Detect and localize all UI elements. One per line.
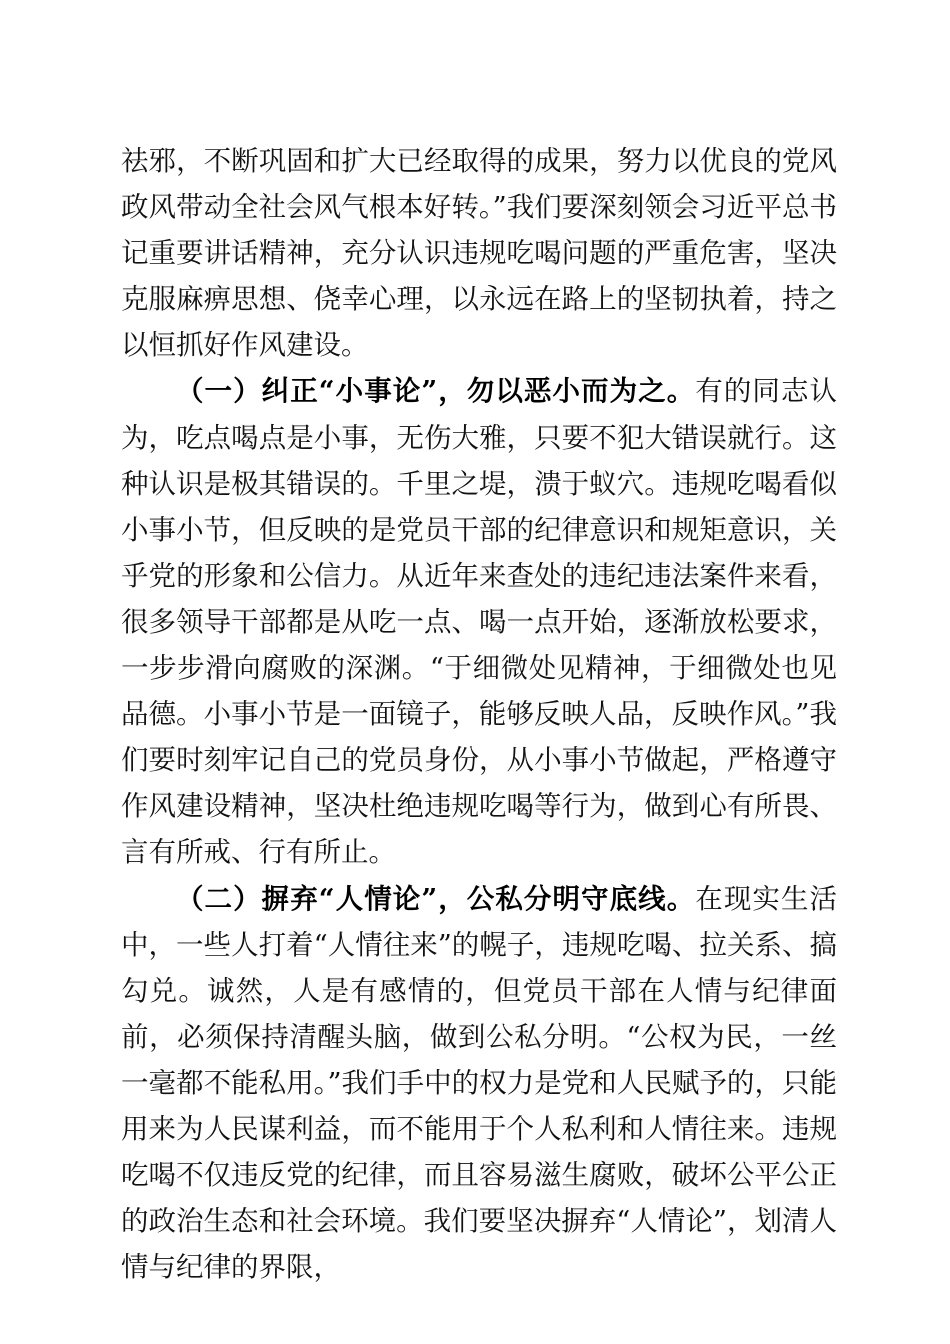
section-two-heading: （二）摒弃“人情论”，公私分明守底线。 <box>176 882 696 915</box>
paragraph-text: 在现实生活中，一些人打着“人情往来”的幌子，违规吃喝、拉关系、搞勾兑。诚然，人是有感情的，但党员干部在人情与纪律面前，必须保持清醒头脑，做到公私分明。“公权为民，一丝一毫都不能私用。”我们手中的权力是党和人民赋予的，只能用来为人民谋利益，而不能用于个人私利和人情往来。违规吃喝不仅违反党的纪律，而且容易滋生腐败，破坏公平公正的政治生态和社会环境。我们要坚决摒弃“人情论”，划清人情与纪律的界限， <box>121 882 838 1284</box>
paragraph-text: 有的同志认为，吃点喝点是小事，无伤大雅，只要不犯大错误就行。这种认识是极其错误的。千里之堤，溃于蚁穴。违规吃喝看似小事小节，但反映的是党员干部的纪律意识和规矩意识，关乎党的形象和公信力。从近年来查处的违纪违法案件来看，很多领导干部都是从吃一点、喝一点开始，逐渐放松要求，一步步滑向腐败的深渊。“于细微处见精神，于细微处也见品德。小事小节是一面镜子，能够反映人品，反映作风。”我们要时刻牢记自己的党员身份，从小事小节做起，严格遵守作风建设精神，坚决杜绝违规吃喝等行为，做到心有所畏、言有所戒、行有所止。 <box>121 375 838 869</box>
paragraph-section-one <box>121 368 837 875</box>
section-one-heading: （一）纠正“小事论”，勿以恶小而为之。 <box>176 375 696 408</box>
paragraph-section-two <box>121 876 837 1291</box>
document-body <box>121 138 837 1290</box>
paragraph-text: 祛邪，不断巩固和扩大已经取得的成果，努力以优良的党风政风带动全社会风气根本好转。”我们要深刻领会习近平总书记重要讲话精神，充分认识违规吃喝问题的严重危害，坚决克服麻痹思想、侥幸心理，以永远在路上的坚韧执着，持之以恒抓好作风建设。 <box>121 145 837 362</box>
paragraph-continuation <box>121 138 837 368</box>
